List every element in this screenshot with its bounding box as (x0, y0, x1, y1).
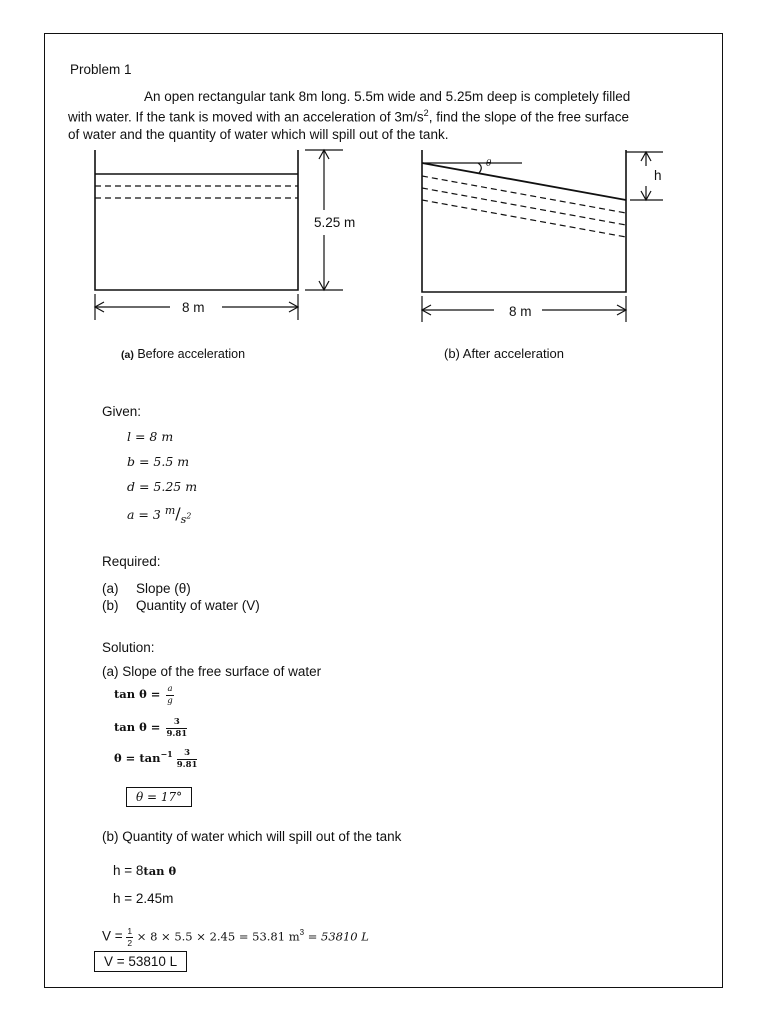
v-den: 2 (127, 937, 133, 948)
required-item-a: Slope (θ) (136, 581, 191, 596)
angle-theta-label: θ (486, 159, 492, 169)
given-b: b = 5.5 m (127, 454, 190, 469)
given-a-unit-den (181, 513, 192, 526)
v-num: 1 (127, 926, 133, 936)
answer-a-box: θ = 17° (126, 787, 192, 807)
caption-before (121, 347, 245, 361)
caption-before-letter: (a) (121, 349, 134, 361)
given-a-den: s (180, 512, 187, 526)
h-eq-tan: tan θ (143, 864, 177, 878)
given-a-den-sup: 2 (186, 511, 192, 520)
part-a-heading: (a) Slope of the free surface of water (102, 664, 322, 679)
given-l: l = 8 m (127, 429, 174, 444)
statement-line-1: An open rectangular tank 8m long. 5.5m wide and 5.25m deep is completely filled (144, 89, 631, 104)
eq3-sup: −1 (160, 749, 173, 760)
v-prefix: V = (102, 928, 127, 944)
h-equation (113, 863, 176, 878)
equation-1 (114, 685, 174, 705)
eq3-lhs: θ = tan (114, 751, 161, 765)
h-eq-prefix: h = 8 (113, 863, 144, 878)
statement-line-2-b: , find the slope of the free surface (428, 109, 630, 125)
left-length-label: 8 m (182, 300, 205, 315)
eq3-den: 9.81 (176, 759, 198, 770)
required-item-b: Quantity of water (V) (136, 598, 260, 613)
statement-superscript: 2 (423, 108, 429, 118)
solution-heading: Solution: (102, 640, 155, 655)
tank-diagrams (0, 0, 768, 400)
volume-equation (102, 927, 369, 947)
problem-title: Problem 1 (70, 62, 132, 77)
given-d: d = 5.25 m (127, 479, 198, 494)
given-heading: Given: (102, 404, 142, 419)
right-length-label: 8 m (509, 304, 532, 319)
given-a-unit-num: m (164, 504, 176, 517)
h-value: h = 2.45m (113, 891, 174, 906)
caption-after: (b) After acceleration (444, 346, 564, 361)
equation-2 (114, 718, 187, 738)
v-tail: = 53810 L (304, 929, 369, 944)
h-label: h (654, 168, 662, 183)
caption-before-text: Before acceleration (137, 347, 246, 361)
tank-before-acceleration (95, 150, 343, 320)
eq1-den: g (167, 695, 173, 706)
required-item-b-letter: (b) (102, 598, 119, 613)
required-heading: Required: (102, 554, 161, 569)
equation-3 (114, 749, 197, 769)
eq2-lhs: tan θ = (114, 720, 165, 734)
eq2-num: 3 (166, 718, 187, 729)
answer-b-box: V = 53810 L (94, 951, 187, 972)
v-sup: 3 (299, 928, 305, 938)
part-b-heading: (b) Quantity of water which will spill out of the tank (102, 829, 402, 844)
eq1-num: a (167, 684, 173, 694)
eq2-den: 9.81 (166, 728, 188, 739)
statement-line-2-a: with water. If the tank is moved with an acceleration of 3m/s (68, 109, 424, 125)
required-item-a-letter: (a) (102, 581, 119, 596)
v-rest: × 8 × 5.5 × 2.45 = 53.81 m (133, 929, 300, 944)
eq1-lhs: tan θ = (114, 687, 165, 701)
left-height-label: 5.25 m (314, 215, 356, 230)
given-a: a = 3 $^m/_{s^2}$ (127, 504, 192, 526)
eq3-num: 3 (177, 749, 198, 760)
given-a-prefix: a = 3 (127, 507, 165, 523)
tank-after-acceleration (422, 150, 663, 322)
statement-line-3: of water and the quantity of water which will spill out of the tank. (68, 126, 449, 142)
